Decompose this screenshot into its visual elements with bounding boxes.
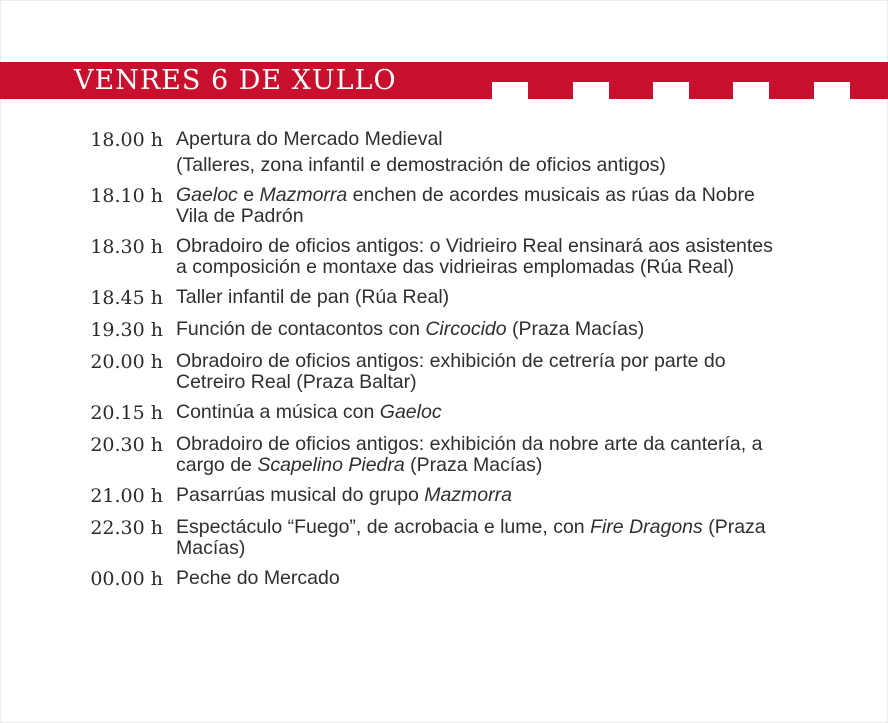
text-segment: enchen de acordes musicais as rúas da Nobre xyxy=(347,184,755,206)
event-description xyxy=(176,432,836,476)
event-time: 20.00 h xyxy=(90,351,163,373)
text-segment: (Talleres, zona infantil e demostración de oficios antigos) xyxy=(176,154,666,176)
event-time: 19.30 h xyxy=(90,319,163,341)
event-time: 18.10 h xyxy=(90,185,163,207)
italic-name: Circocido xyxy=(425,318,507,340)
text-segment: Peche do Mercado xyxy=(176,567,340,589)
schedule-item xyxy=(0,127,888,176)
italic-name: Gaeloc xyxy=(176,184,238,206)
event-description xyxy=(176,566,836,589)
event-time: 18.45 h xyxy=(90,287,163,309)
description-line xyxy=(176,129,836,150)
text-segment: a composición e montaxe das vidrieiras emplomadas (Rúa Real) xyxy=(176,256,735,278)
description-line xyxy=(176,206,836,227)
italic-name: Mazmorra xyxy=(259,184,348,206)
battlement-merlon xyxy=(492,82,528,99)
text-segment: e xyxy=(237,184,260,206)
event-description xyxy=(176,127,836,176)
schedule-item xyxy=(0,349,888,393)
text-segment: Continúa a música con xyxy=(176,401,380,423)
text-segment: Taller infantil de pan (Rúa Real) xyxy=(176,286,450,308)
battlement-merlon xyxy=(653,82,689,99)
event-time: 22.30 h xyxy=(90,517,163,539)
description-line xyxy=(176,485,836,506)
description-line xyxy=(176,568,836,589)
schedule-item xyxy=(0,317,888,342)
event-description xyxy=(176,515,836,559)
event-description xyxy=(176,285,836,308)
description-line xyxy=(176,372,836,393)
description-line xyxy=(176,319,836,340)
event-time: 20.30 h xyxy=(90,434,163,456)
schedule-item xyxy=(0,400,888,425)
battlement-merlon xyxy=(814,82,850,99)
event-time: 20.15 h xyxy=(90,402,163,424)
schedule-item xyxy=(0,285,888,310)
schedule-item xyxy=(0,234,888,278)
event-time: 00.00 h xyxy=(90,568,163,590)
event-description xyxy=(176,317,836,340)
text-segment: (Praza xyxy=(702,516,766,538)
day-title: VENRES 6 DE XULLO xyxy=(74,65,397,96)
schedule-item xyxy=(0,515,888,559)
event-description xyxy=(176,234,836,278)
text-segment: Cetreiro Real (Praza Baltar) xyxy=(176,371,417,393)
italic-name: Fire Dragons xyxy=(590,516,703,538)
text-segment: Apertura do Mercado Medieval xyxy=(176,128,443,150)
description-line xyxy=(176,538,836,559)
day-banner xyxy=(0,62,888,99)
schedule-item xyxy=(0,566,888,591)
battlement-merlon xyxy=(733,82,769,99)
description-line xyxy=(176,517,836,538)
schedule-list xyxy=(0,127,888,598)
text-segment: Vila de Padrón xyxy=(176,205,304,227)
text-segment: Macías) xyxy=(176,537,246,559)
event-time: 18.30 h xyxy=(90,236,163,258)
text-segment: Obradoiro de oficios antigos: o Vidrieiro Real ensinará aos asistentes xyxy=(176,235,773,257)
italic-name: Gaeloc xyxy=(379,401,442,423)
description-line xyxy=(176,434,836,455)
description-line xyxy=(176,351,836,372)
event-description xyxy=(176,483,836,506)
battlement-merlon xyxy=(573,82,609,99)
description-line xyxy=(176,402,836,423)
event-time: 21.00 h xyxy=(90,485,163,507)
italic-name: Scapelino Piedra xyxy=(257,454,405,476)
schedule-item xyxy=(0,432,888,476)
schedule-item xyxy=(0,183,888,227)
text-segment: Espectáculo “Fuego”, de acrobacia e lume, con xyxy=(176,516,591,538)
description-line xyxy=(176,236,836,257)
description-line xyxy=(176,257,836,278)
description-line xyxy=(176,155,836,176)
italic-name: Mazmorra xyxy=(424,484,512,506)
description-line xyxy=(176,455,836,476)
text-segment: (Praza Macías) xyxy=(506,318,645,340)
description-line xyxy=(176,287,836,308)
event-time: 18.00 h xyxy=(90,129,163,151)
text-segment: cargo de xyxy=(176,454,258,476)
event-description xyxy=(176,349,836,393)
event-description xyxy=(176,183,836,227)
text-segment: Función de contacontos con xyxy=(176,318,426,340)
event-description xyxy=(176,400,836,423)
text-segment: (Praza Macías) xyxy=(404,454,543,476)
schedule-item xyxy=(0,483,888,508)
description-line xyxy=(176,185,836,206)
text-segment: Obradoiro de oficios antigos: exhibición de cetrería por parte do xyxy=(176,350,726,372)
text-segment: Pasarrúas musical do grupo xyxy=(176,484,425,506)
text-segment: Obradoiro de oficios antigos: exhibición da nobre arte da cantería, a xyxy=(176,433,763,455)
